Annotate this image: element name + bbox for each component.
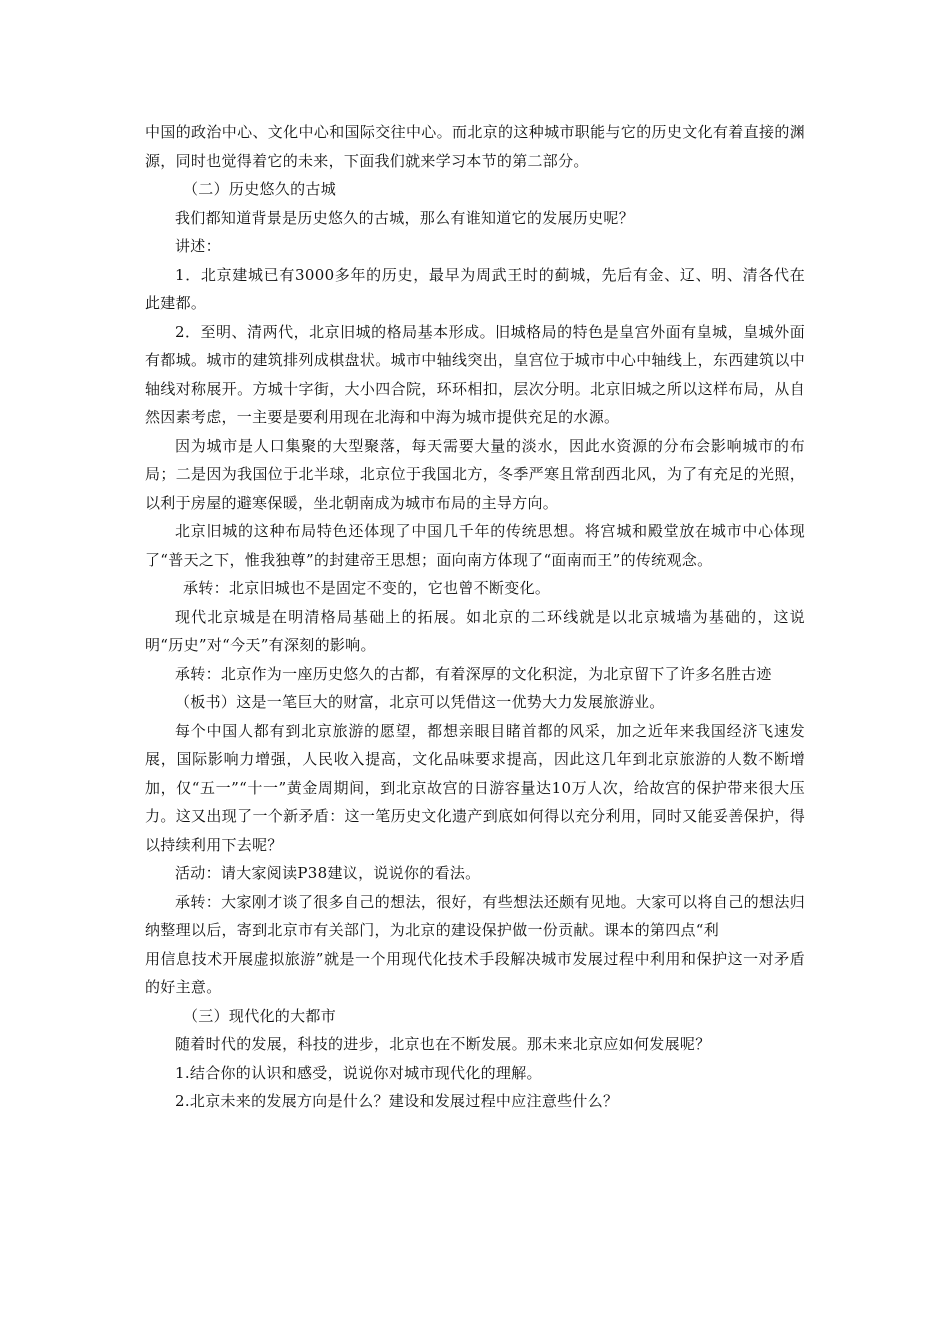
- paragraph-question-history: 我们都知道背景是历史悠久的古城，那么有谁知道它的发展历史呢？: [175, 208, 635, 227]
- section-heading-ancient-city: （二）历史悠久的古城: [183, 180, 337, 198]
- paragraph-activity-reading: 活动：请大家阅读P38建议，说说你的看法。: [175, 864, 481, 882]
- question-item-1: 1.结合你的认识和感受，说说你对城市现代化的理解。: [175, 1063, 542, 1082]
- list-item-2-layout: 2．至明、清两代，北京旧城的格局基本形成。旧城格局的特色是皇宫外面有皇城，皇城外面有都城。城市的建筑排列成棋盘状。城市中轴线突出，皇宫位于城市中心中轴线上，东西建筑以中轴线对称展开。方城十字街，大小四合院，环环相扣，层次分明。北京旧城之所以这样布局，从自然因素考虑，一主要是要利用现在北海和中海为城市提供充足的水源。: [145, 322, 805, 426]
- paragraph-future-development: 随着时代的发展，科技的进步，北京也在不断发展。那未来北京应如何发展呢？: [175, 1035, 711, 1053]
- paragraph-water-and-sunlight: 因为城市是人口集聚的大型聚落，每天需要大量的淡水，因此水资源的分布会影响城市的布局；二是因为我国位于北半球，北京位于我国北方，冬季严寒且常刮西北风，为了有充足的光照，以利于房屋的避寒保暖，坐北朝南成为城市布局的主导方向。: [145, 436, 805, 512]
- paragraph-blackboard-tourism: （板书）这是一笔巨大的财富，北京可以凭借这一优势大力发展旅游业。: [175, 693, 665, 711]
- paragraph-narration-label: 讲述：: [175, 237, 221, 255]
- paragraph-transition-suggestions: 承转：大家刚才谈了很多自己的想法，很好，有些想法还颇有见地。大家可以将自己的想法归纳整理以后，寄到北京市有关部门，为北京的建设保护做一份贡献。课本的第四点“利: [145, 892, 805, 939]
- paragraph-traditional-thought: 北京旧城的这种布局特色还体现了中国几千年的传统思想。将宫城和殿堂放在城市中心体现了“普天之下，惟我独尊”的封建帝王思想；面向南方体现了“面南而王”的传统观念。: [145, 522, 805, 569]
- paragraph-transition-heritage: 承转：北京作为一座历史悠久的古都，有着深厚的文化积淀，为北京留下了许多名胜古迹: [175, 664, 772, 683]
- list-item-1-founding: 1．北京建城已有3000多年的历史，最早为周武王时的蓟城，先后有金、辽、明、清各代在此建都。: [145, 265, 805, 312]
- paragraph-transition-change: 承转：北京旧城也不是固定不变的，它也曾不断变化。: [183, 579, 551, 597]
- document-body: [145, 118, 805, 1116]
- section-heading-modern-metropolis: （三）现代化的大都市: [183, 1006, 337, 1025]
- paragraph-tourism-pressure: 每个中国人都有到北京旅游的愿望，都想亲眼目睹首都的风采，加之近年来我国经济飞速发展，国际影响力增强，人民收入提高，文化品味要求提高，因此这几年到北京旅游的人数不断增加，仅“五一”“十一”黄金周期间，到北京故宫的日游容量达10万人次，给故宫的保护带来很大压力。这又出现了一个新矛盾：这一笔历史文化遗产到底如何得以充分利用，同时又能妥善保护，得以持续利用下去呢？: [145, 721, 805, 854]
- paragraph-intro-continuation: 中国的政治中心、文化中心和国际交往中心。而北京的这种城市职能与它的历史文化有着直接的渊源，同时也觉得着它的未来，下面我们就来学习本节的第二部分。: [145, 123, 805, 170]
- question-item-2: 2.北京未来的发展方向是什么？建设和发展过程中应注意些什么？: [175, 1092, 619, 1110]
- paragraph-virtual-tourism: 用信息技术开展虚拟旅游”就是一个用现代化技术手段解决城市发展过程中利用和保护这一对矛盾的好主意。: [145, 949, 805, 996]
- paragraph-modern-expansion: 现代北京城是在明清格局基础上的拓展。如北京的二环线就是以北京城墙为基础的，这说明“历史”对“今天”有深刻的影响。: [145, 607, 805, 654]
